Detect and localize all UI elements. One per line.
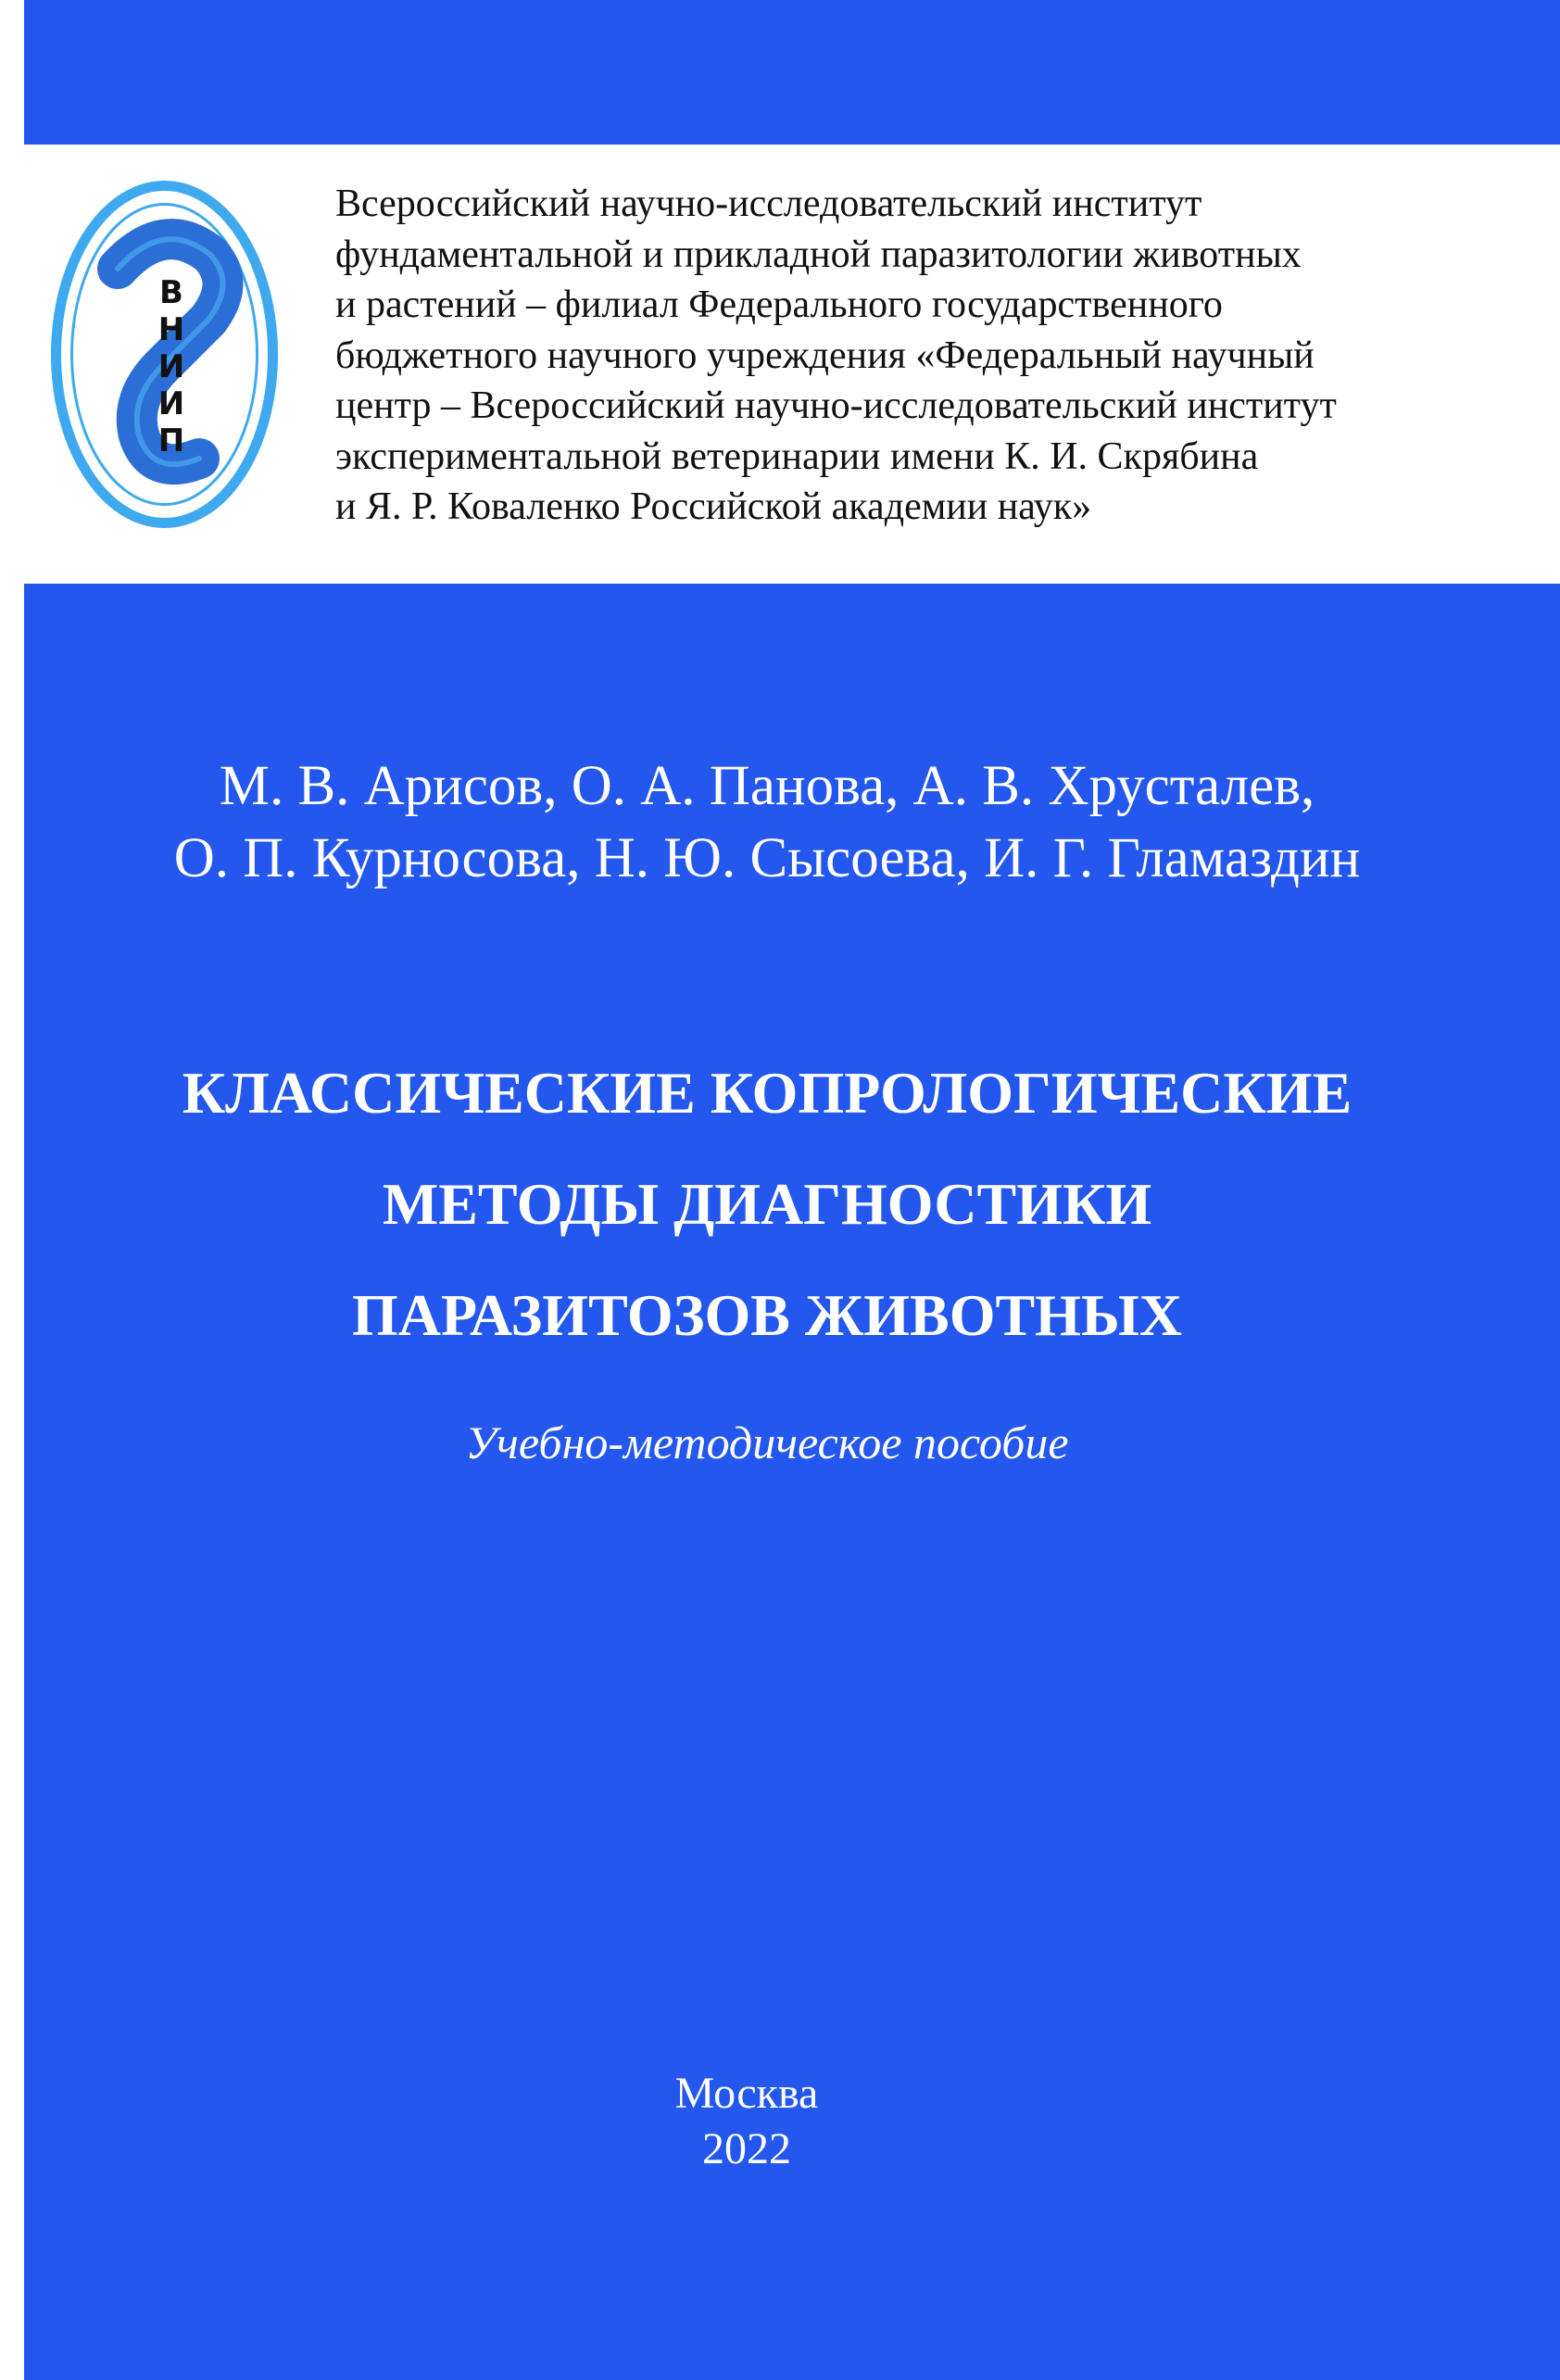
- book-subtitle: Учебно-методическое пособие: [465, 1417, 1069, 1468]
- title-line: КЛАССИЧЕСКИЕ КОПРОЛОГИЧЕСКИЕ: [182, 1060, 1352, 1126]
- authors-line: О. П. Курносова, Н. Ю. Сысоева, И. Г. Гламаздин: [173, 827, 1361, 889]
- vniip-logo: [51, 181, 278, 528]
- institute-line: и растений – филиал Федерального государственного: [335, 283, 1223, 326]
- institute-line: и Я. Р. Коваленко Российской академии наук»: [335, 485, 1092, 528]
- vniip-emblem-icon: [51, 181, 278, 528]
- title-line: МЕТОДЫ ДИАГНОСТИКИ: [382, 1171, 1152, 1237]
- logo-letter: Н: [157, 311, 185, 348]
- title-line: ПАРАЗИТОЗОВ ЖИВОТНЫХ: [351, 1282, 1183, 1348]
- institute-line: экспериментальной ветеринарии имени К. И. Скрябина: [335, 434, 1259, 478]
- logo-letter: П: [157, 422, 185, 460]
- logo-letter: В: [159, 274, 183, 311]
- institute-line: Всероссийский научно-исследовательский институт: [335, 183, 1202, 225]
- logo-letter: И: [157, 348, 185, 385]
- logo-letter: И: [157, 385, 185, 422]
- authors: [24, 750, 1510, 895]
- imprint: [24, 2066, 1469, 2177]
- authors-line: М. В. Арисов, О. А. Панова, А. В. Хрусталев,: [219, 755, 1315, 817]
- institute-name: [335, 179, 1540, 533]
- imprint-year: 2022: [702, 2124, 791, 2173]
- institute-line: бюджетного научного учреждения «Федеральный научный: [335, 334, 1315, 377]
- top-color-band: [24, 0, 1560, 145]
- institute-line: центр – Всероссийский научно-исследовательский институт: [335, 384, 1337, 427]
- imprint-city: Москва: [674, 2069, 819, 2118]
- institute-line: фундаментальной и прикладной паразитологии животных: [335, 233, 1302, 276]
- book-title: [24, 1038, 1510, 1371]
